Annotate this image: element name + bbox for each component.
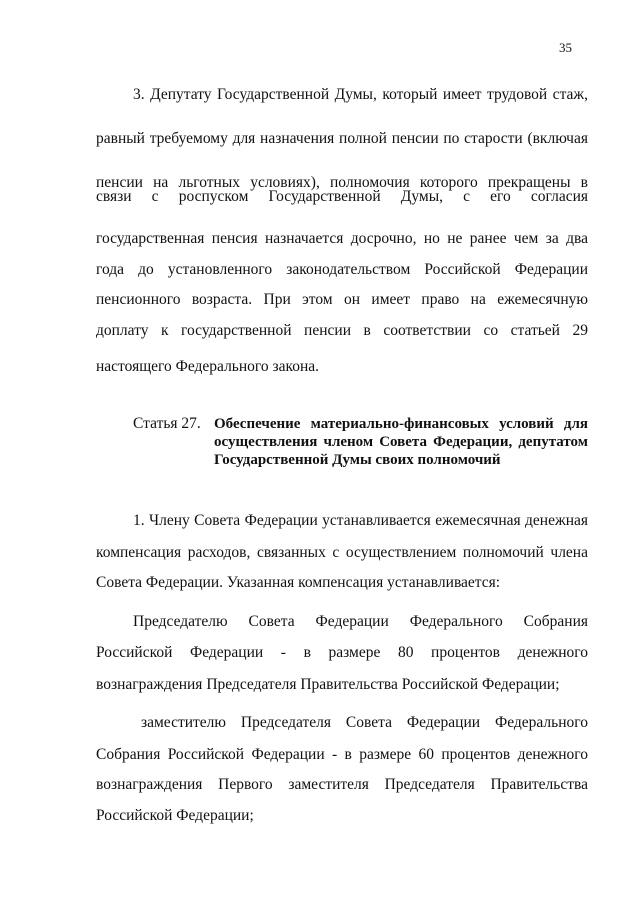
deputy-chairman-clause-line: вознаграждения Первого заместителя Председателя Правительства (96, 776, 588, 793)
paragraph-3-line: связи с роспуском Государственной Думы, с его согласия (96, 188, 588, 205)
paragraph-1-line: компенсация расходов, связанных с осуществлением полномочий члена (96, 544, 588, 561)
paragraph-1-line: 1. Члену Совета Федерации устанавливается ежемесячная денежная (133, 512, 588, 529)
article-title-line: Государственной Думы своих полномочий (214, 452, 501, 468)
article-number: Статья 27. (133, 415, 201, 432)
paragraph-3-line: государственная пенсия назначается досрочно, но не ранее чем за два (96, 230, 588, 247)
deputy-chairman-clause-line: Российской Федерации; (96, 807, 254, 824)
paragraph-3-line: 3. Депутату Государственной Думы, который имеет трудовой стаж, (133, 86, 588, 103)
paragraph-1-line: Совета Федерации. Указанная компенсация устанавливается: (96, 574, 501, 591)
chairman-clause-line: Председателю Совета Федерации Федерального Собрания (133, 613, 588, 630)
paragraph-3-line: доплату к государственной пенсии в соответствии со статьей 29 (96, 322, 588, 339)
paragraph-3-line: настоящего Федерального закона. (96, 358, 320, 375)
deputy-chairman-clause-line: Собрания Российской Федерации - в размере 60 процентов денежного (96, 746, 588, 763)
article-title-line: Обеспечение материально-финансовых условий для (214, 416, 588, 432)
deputy-chairman-clause-line: заместителю Председателя Совета Федерации Федерального (141, 714, 588, 731)
paragraph-3-line: пенсии на льготных условиях), полномочия которого прекращены в (96, 174, 588, 191)
article-title-line: осуществления членом Совета Федерации, депутатом (214, 434, 588, 450)
chairman-clause-line: Российской Федерации - в размере 80 процентов денежного (96, 644, 588, 661)
chairman-clause-line: вознаграждения Председателя Правительства Российской Федерации; (96, 676, 560, 693)
page-number: 35 (559, 40, 572, 55)
paragraph-3-line: пенсионного возраста. При этом он имеет право на ежемесячную (96, 291, 588, 308)
paragraph-3-line: равный требуемому для назначения полной пенсии по старости (включая (96, 130, 588, 147)
paragraph-3-line: года до установленного законодательством Российской Федерации (96, 261, 588, 278)
